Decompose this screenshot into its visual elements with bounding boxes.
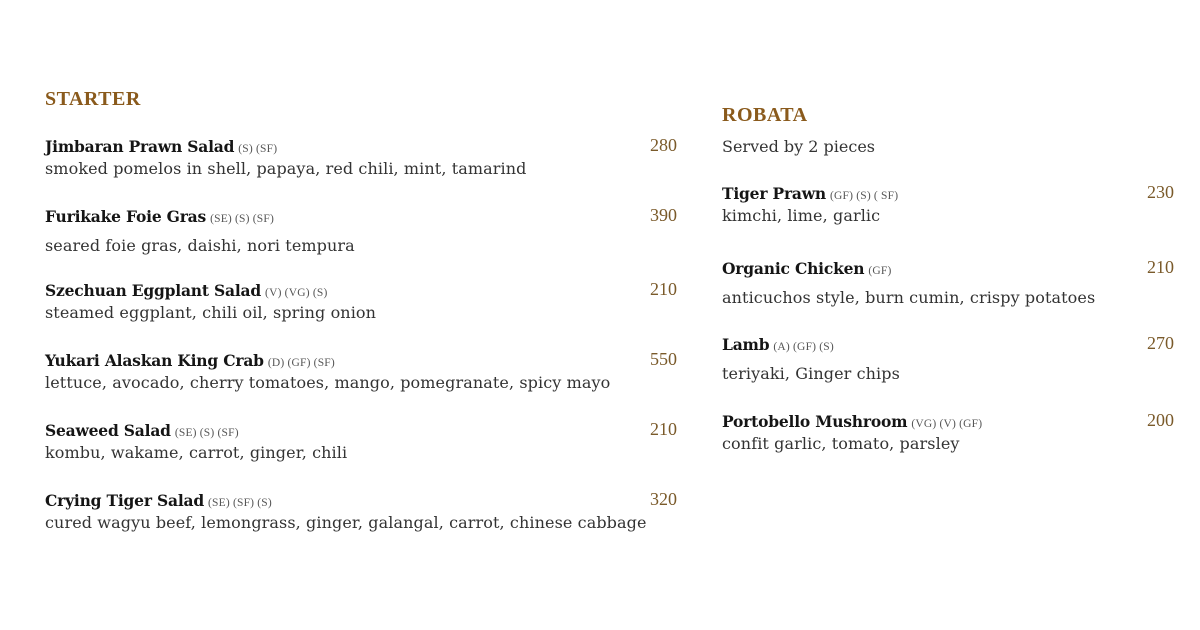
item-name: Furikake Foie Gras: [45, 207, 207, 226]
item-tags: (SE) (S) (SF): [174, 427, 239, 439]
item-tags: (V) (VG) (S): [265, 287, 328, 299]
section-subtitle: Served by 2 pieces: [722, 137, 876, 156]
menu-item: [722, 259, 1174, 307]
item-description: kimchi, lime, garlic: [722, 206, 881, 225]
menu-item: [45, 207, 677, 255]
item-description: anticuchos style, burn cumin, crispy potatoes: [722, 288, 1096, 307]
section-title-starter: STARTER: [45, 88, 141, 110]
item-name: Szechuan Eggplant Salad: [45, 281, 262, 300]
item-description: kombu, wakame, carrot, ginger, chili: [45, 443, 348, 462]
menu-item: [722, 335, 1174, 383]
item-description: confit garlic, tomato, parsley: [722, 434, 960, 453]
menu-item: [722, 412, 1174, 453]
menu-item: [45, 281, 677, 322]
item-description: lettuce, avocado, cherry tomatoes, mango, pomegranate, spicy mayo: [45, 373, 611, 392]
item-description: cured wagyu beef, lemongrass, ginger, galangal, carrot, chinese cabbage: [45, 513, 647, 532]
item-price: 210: [1147, 257, 1174, 277]
menu-item: [45, 351, 677, 392]
menu-item: [722, 184, 1174, 225]
item-price: 270: [1147, 333, 1174, 353]
item-tags: (A) (GF) (S): [773, 341, 834, 353]
item-tags: (SE) (SF) (S): [208, 497, 272, 509]
item-tags: (GF): [868, 265, 892, 277]
item-tags: (GF) (S) ( SF): [829, 190, 899, 202]
section-title-robata: ROBATA: [722, 104, 808, 126]
item-name: Jimbaran Prawn Salad: [45, 137, 235, 156]
item-name: Tiger Prawn: [722, 184, 826, 203]
item-description: teriyaki, Ginger chips: [722, 364, 900, 383]
menu-item: [45, 491, 677, 532]
item-price: 230: [1147, 182, 1174, 202]
item-price: 390: [650, 205, 677, 225]
item-tags: (D) (GF) (SF): [267, 357, 335, 369]
item-price: 210: [650, 279, 677, 299]
item-name: Lamb: [722, 335, 770, 354]
menu-item: [45, 421, 677, 462]
item-price: 210: [650, 419, 677, 439]
item-tags: (SE) (S) (SF): [210, 213, 274, 225]
item-price: 550: [650, 349, 677, 369]
item-description: steamed eggplant, chili oil, spring onion: [45, 303, 377, 322]
item-name: Crying Tiger Salad: [45, 491, 204, 510]
item-name: Organic Chicken: [722, 259, 865, 278]
item-tags: (S) (SF): [238, 143, 278, 155]
item-description: seared foie gras, daishi, nori tempura: [45, 236, 355, 255]
item-description: smoked pomelos in shell, papaya, red chili, mint, tamarind: [45, 159, 527, 178]
item-price: 280: [650, 135, 677, 155]
item-price: 200: [1147, 410, 1174, 430]
item-name: Seaweed Salad: [45, 421, 171, 440]
item-name: Portobello Mushroom: [722, 412, 908, 431]
menu-item: [45, 137, 677, 178]
item-name: Yukari Alaskan King Crab: [45, 351, 264, 370]
item-tags: (VG) (V) (GF): [911, 418, 983, 430]
item-price: 320: [650, 489, 677, 509]
